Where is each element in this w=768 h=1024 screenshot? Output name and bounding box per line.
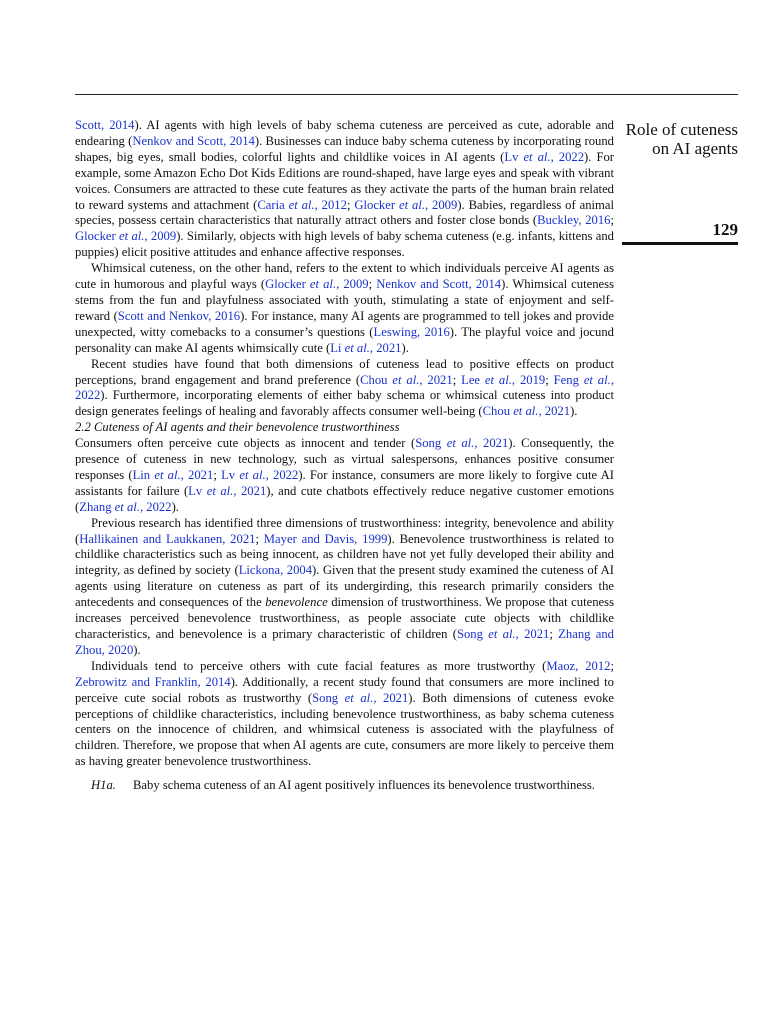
text-run: ; xyxy=(549,627,559,641)
citation-link[interactable]: , 2022 xyxy=(139,499,172,514)
citation-link[interactable]: , 2009 xyxy=(336,277,369,292)
citation-link[interactable]: et al. xyxy=(288,197,315,212)
paragraph xyxy=(75,357,614,421)
running-title: Role of cuteness on AI agents xyxy=(625,120,738,158)
citation-link[interactable]: , 2021 xyxy=(515,627,550,641)
citation-link[interactable]: Leswing, 2016 xyxy=(373,324,450,339)
text-run: Previous research has identified three dimensions of trustworthiness: integrity, benevolence and ability ( xyxy=(75,515,614,546)
text-run: ; xyxy=(368,277,377,292)
page-number-rule xyxy=(622,242,738,245)
body-column xyxy=(75,118,614,794)
citation-link[interactable]: , 2009 xyxy=(424,197,458,212)
text-run: ). Additionally, a recent study found that consumers are more inclined to perceive cute social robots as trustworthy ( xyxy=(75,674,615,705)
text-run: ; xyxy=(545,372,554,387)
citation-link[interactable]: Scott, 2014 xyxy=(75,118,135,132)
text-run: ). For instance, consumers are more likely to forgive cute AI assistants for failure ( xyxy=(75,467,614,498)
text-run: ). Similarly, objects with high levels of baby schema cuteness (e.g. infants, kittens and puppies) elicit positive attitudes and enhance affective responses. xyxy=(75,229,614,260)
citation-link[interactable]: et al. xyxy=(344,690,374,705)
citation-link[interactable]: Zebrowitz and Franklin, 2014 xyxy=(75,674,231,689)
paragraph xyxy=(75,118,614,261)
text-run: ; xyxy=(610,213,615,228)
citation-link[interactable]: Mayer and Davis, 1999 xyxy=(263,531,388,546)
citation-link[interactable]: Zhang xyxy=(79,499,115,514)
citation-link[interactable]: Glocker xyxy=(354,197,399,212)
text-run: dimension of trustworthiness. We propose that cuteness increases perceived benevolence trustworthiness, as people associate cute objects with childlike characteristics, and benevolence is a primary characteristic of children ( xyxy=(75,595,614,641)
paragraph xyxy=(75,436,614,516)
citation-link[interactable]: et al. xyxy=(488,627,516,641)
text-run: ). Given that the present study examined the cuteness of AI agents using literature on cuteness as part of its undergirding, this research primarily considers the antecedents and consequences of the xyxy=(75,563,614,610)
text-run: ). Benevolence trustworthiness is related to childlike characteristics such as being innocent, as children have not yet fully developed their ability and integrity, as defined by society ( xyxy=(75,531,614,578)
citation-link[interactable]: Lv xyxy=(188,483,207,498)
top-rule xyxy=(75,94,738,95)
citation-link[interactable]: , 2021 xyxy=(538,404,571,419)
citation-link[interactable]: et al. xyxy=(239,467,266,482)
citation-link[interactable]: et al. xyxy=(446,436,475,451)
text-run: ). Furthermore, incorporating elements of either baby schema or whimsical cuteness into product design generates feelings of healing and favorably affects consumer well-being ( xyxy=(75,388,614,419)
citation-link[interactable]: , 2021 xyxy=(474,436,509,451)
paragraph xyxy=(75,261,614,356)
citation-link[interactable]: Lin xyxy=(132,467,155,482)
citation-link[interactable]: et al. xyxy=(119,229,145,244)
text-run: Consumers often perceive cute objects as innocent and tender ( xyxy=(75,436,416,451)
citation-link[interactable]: Lv xyxy=(221,467,240,482)
citation-link[interactable]: , 2021 xyxy=(373,690,409,705)
text-run: ). xyxy=(133,642,141,657)
citation-link[interactable]: et al. xyxy=(523,149,551,164)
text-run: ). Businesses can induce baby schema cuteness by incorporating round shapes, big eyes, small bodies, colorful lights and childlike voices in AI agents ( xyxy=(75,133,614,164)
text-run: ). xyxy=(401,340,409,355)
citation-link[interactable]: , 2021 xyxy=(419,372,453,387)
paragraph xyxy=(75,516,614,659)
citation-link[interactable]: Song xyxy=(312,690,345,705)
citation-link[interactable]: , 2021 xyxy=(233,483,267,498)
citation-link[interactable]: , 2009 xyxy=(144,229,177,244)
citation-link[interactable]: Li xyxy=(330,340,345,355)
citation-link[interactable]: et al. xyxy=(398,197,425,212)
citation-link[interactable]: Lickona, 2004 xyxy=(238,563,313,578)
citation-link[interactable]: , 2022 xyxy=(265,467,299,482)
citation-link[interactable]: Glocker xyxy=(75,229,120,244)
citation-link[interactable]: Song xyxy=(415,436,447,451)
citation-link[interactable]: , 2022 xyxy=(550,149,585,164)
text-run: Whimsical cuteness, on the other hand, refers to the extent to which individuals perceive AI agents as cute in humorous and playful ways ( xyxy=(75,261,614,292)
text-run: ; xyxy=(452,372,462,387)
citation-link[interactable]: Buckley, 2016 xyxy=(537,213,611,228)
citation-link[interactable]: Lv xyxy=(504,149,524,164)
text-run: ). Consequently, the presence of cuteness in new technology, such as virtual salespersons, enhances positive consumer responses ( xyxy=(75,436,614,482)
text-run: ). Both dimensions of cuteness evoke perceptions of childlike characteristics, including benevolence trustworthiness, as baby schema cuteness centers on the innocence of children, and whimsical cuteness is associated with the playfulness of children. Therefore, we propose that when AI agents are cute, consumers are more likely to perceive them as having greater benevolence trustworthiness. xyxy=(75,690,615,769)
text-run: ). The playful voice and jocund personality can make AI agents whimsically cute ( xyxy=(75,324,614,355)
text-run: ), and cute chatbots effectively reduce negative customer emotions ( xyxy=(75,483,614,514)
citation-link[interactable]: Chou xyxy=(482,404,514,419)
hypothesis-label: H1a. xyxy=(91,778,116,793)
citation-link[interactable]: Nenkov and Scott, 2014 xyxy=(132,133,255,148)
citation-link[interactable]: Caria xyxy=(257,197,289,212)
text-run: ; xyxy=(255,531,264,546)
text-run: ). AI agents with high levels of baby schema cuteness are perceived as cute, adorable and endearing ( xyxy=(75,118,615,148)
citation-link[interactable]: et al. xyxy=(344,340,370,355)
text-run: ). xyxy=(171,499,179,514)
paragraph xyxy=(75,659,614,770)
citation-link[interactable]: Nenkov and Scott, 2014 xyxy=(376,277,502,292)
text-run: ). Whimsical cuteness stems from the fun and playfulness associated with youth, stimulating a state of enjoyment and self-reward ( xyxy=(75,277,615,323)
citation-link[interactable]: Glocker xyxy=(265,277,310,292)
citation-link[interactable]: , 2019 xyxy=(511,372,546,387)
citation-link[interactable]: et al. xyxy=(513,404,539,419)
emphasis: benevolence xyxy=(265,595,328,610)
text-run: Individuals tend to perceive others with cute facial features as more trustworthy ( xyxy=(91,658,547,673)
text-run: ). Babies, regardless of animal species, possess certain characteristics that naturally attract others and foster close bonds ( xyxy=(75,197,614,228)
citation-link[interactable]: Feng xyxy=(553,372,584,387)
hypothesis xyxy=(75,778,614,794)
citation-link[interactable]: , 2022 xyxy=(75,372,614,403)
hypothesis-text: Baby schema cuteness of an AI agent positively influences its benevolence trustworthiness. xyxy=(133,778,595,793)
text-run: ; xyxy=(213,467,222,482)
citation-link[interactable]: , 2012 xyxy=(314,197,347,212)
citation-link[interactable]: , 2021 xyxy=(180,467,214,482)
citation-link[interactable]: Song xyxy=(456,627,489,641)
citation-link[interactable]: et al. xyxy=(114,499,140,514)
citation-link[interactable]: Scott and Nenkov, 2016 xyxy=(117,308,241,323)
citation-link[interactable]: et al. xyxy=(309,277,337,292)
text-run: ; xyxy=(610,658,614,673)
text-run: Recent studies have found that both dimensions of cuteness lead to positive effects on product perceptions, brand engagement and brand preference ( xyxy=(75,356,614,387)
text-run: ). For instance, many AI agents are programmed to tell jokes and provide unexpected, witty comebacks to a consumer’s questions ( xyxy=(75,308,614,339)
text-run: ). For example, some Amazon Echo Dot Kids Editions are round-shaped, have large eyes and speak with vibrant voices. Consumers are attracted to these cute features as they activate the parts of the human brain related to reward systems and attachment ( xyxy=(75,149,615,212)
citation-link[interactable]: Maoz, 2012 xyxy=(546,658,611,673)
text-run: ). xyxy=(570,404,578,419)
citation-link[interactable]: Chou xyxy=(360,372,393,387)
text-run: ; xyxy=(346,197,355,212)
citation-link[interactable]: et al. xyxy=(583,372,611,387)
citation-link[interactable]: et al. xyxy=(206,483,234,498)
citation-link[interactable]: et al. xyxy=(392,372,420,387)
page-number: 129 xyxy=(712,220,738,239)
citation-link[interactable]: , 2021 xyxy=(369,340,402,355)
citation-link[interactable]: Lee xyxy=(461,372,485,387)
section-heading: 2.2 Cuteness of AI agents and their benevolence trustworthiness xyxy=(75,420,400,435)
citation-link[interactable]: et al. xyxy=(154,467,181,482)
citation-link[interactable]: Hallikainen and Laukkanen, 2021 xyxy=(79,531,256,546)
citation-link[interactable]: et al. xyxy=(484,372,512,387)
citation-link[interactable]: Zhang and Zhou, 2020 xyxy=(75,627,614,657)
